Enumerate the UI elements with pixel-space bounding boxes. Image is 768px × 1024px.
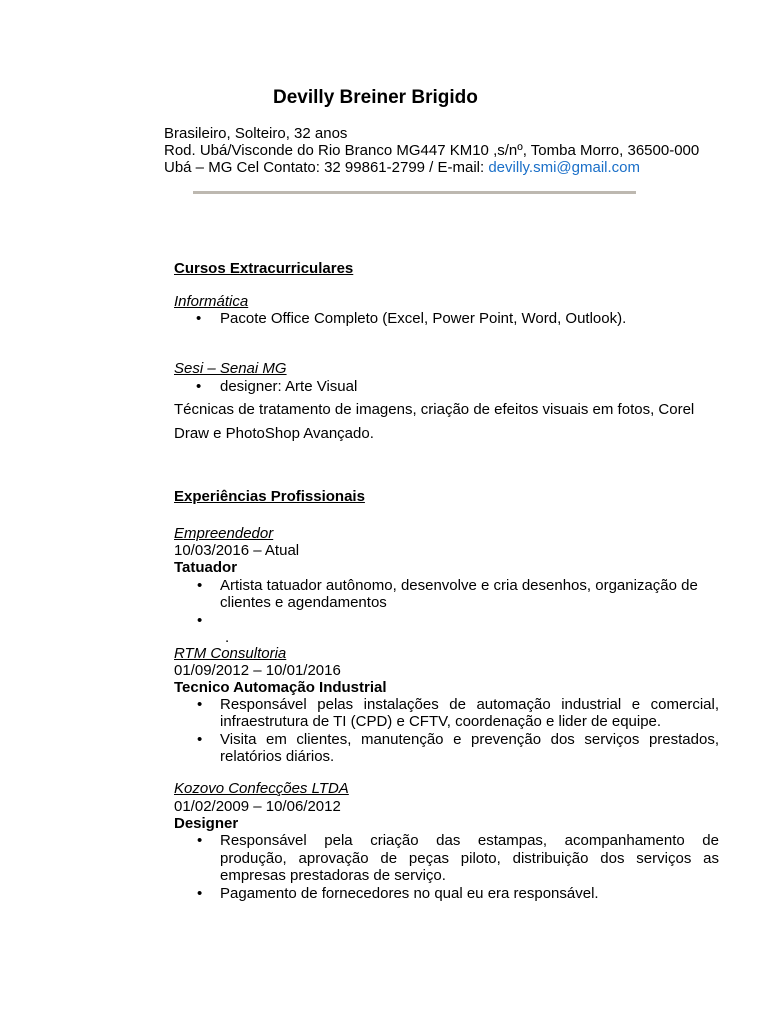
job-bullet-line: Artista tatuador autônomo, desenvolve e cria desenhos, organização de [220, 577, 698, 594]
contact-label: Ubá – MG Cel Contato: 32 99861-2799 / E-mail: [164, 159, 489, 176]
job-bullet-line: clientes e agendamentos [220, 594, 387, 611]
stray-dot: . [225, 629, 230, 646]
bullet-icon: • [197, 885, 203, 902]
header-divider [193, 191, 636, 194]
job-role: Tecnico Automação Industrial [174, 679, 387, 696]
candidate-name: Devilly Breiner Brigido [273, 87, 478, 108]
course-description-line2: Draw e PhotoShop Avançado. [174, 425, 374, 442]
job-company: Kozovo Confecções LTDA [174, 780, 349, 797]
bullet-icon: • [197, 696, 203, 713]
personal-info: Brasileiro, Solteiro, 32 anos [164, 125, 348, 142]
job-bullet-line: Visita em clientes, manutenção e prevenção dos serviços prestados, [220, 731, 719, 748]
job-bullet-line: empresas prestadoras de serviço. [220, 867, 446, 884]
cursos-heading: Cursos Extracurriculares [174, 260, 354, 277]
course-title-informatica: Informática [174, 293, 249, 310]
job-bullet-line: infraestrutura de TI (CPD) e CFTV, coordenação e lider de equipe. [220, 713, 662, 730]
job-bullet-line: relatórios diários. [220, 748, 335, 765]
job-dates: 01/02/2009 – 10/06/2012 [174, 798, 341, 815]
job-bullet-line: produção, aprovação de peças piloto, distribuição dos serviços as [220, 850, 719, 867]
address-line: Rod. Ubá/Visconde do Rio Branco MG447 KM10 ,s/nº, Tomba Morro, 36500-000 [164, 142, 700, 159]
job-company: RTM Consultoria [174, 645, 287, 662]
course-title-sesi: Sesi – Senai MG [174, 360, 287, 377]
job-role: Designer [174, 815, 239, 832]
bullet-icon: • [197, 832, 203, 849]
course-description-line1: Técnicas de tratamento de imagens, criação de efeitos visuais em fotos, Corel [174, 401, 695, 418]
job-company: Empreendedor [174, 525, 274, 542]
job-bullet-line: Responsável pelas instalações de automação industrial e comercial, [220, 696, 719, 713]
job-role: Tatuador [174, 559, 238, 576]
job-bullet-line: Pagamento de fornecedores no qual eu era responsável. [220, 885, 599, 902]
bullet-icon: • [197, 577, 203, 594]
course-bullet-informatica: Pacote Office Completo (Excel, Power Point, Word, Outlook). [220, 310, 627, 327]
bullet-icon: • [196, 378, 202, 395]
job-dates: 01/09/2012 – 10/01/2016 [174, 662, 341, 679]
bullet-icon: • [197, 731, 203, 748]
contact-line [164, 159, 640, 176]
job-bullet-line: Responsável pela criação das estampas, acompanhamento de [220, 832, 719, 849]
course-bullet-sesi: designer: Arte Visual [220, 378, 358, 395]
bullet-icon: • [197, 612, 203, 629]
experiencias-heading: Experiências Profissionais [174, 488, 365, 505]
bullet-icon: • [196, 310, 202, 327]
job-dates: 10/03/2016 – Atual [174, 542, 300, 559]
email-link[interactable]: devilly.smi@gmail.com [488, 159, 640, 176]
